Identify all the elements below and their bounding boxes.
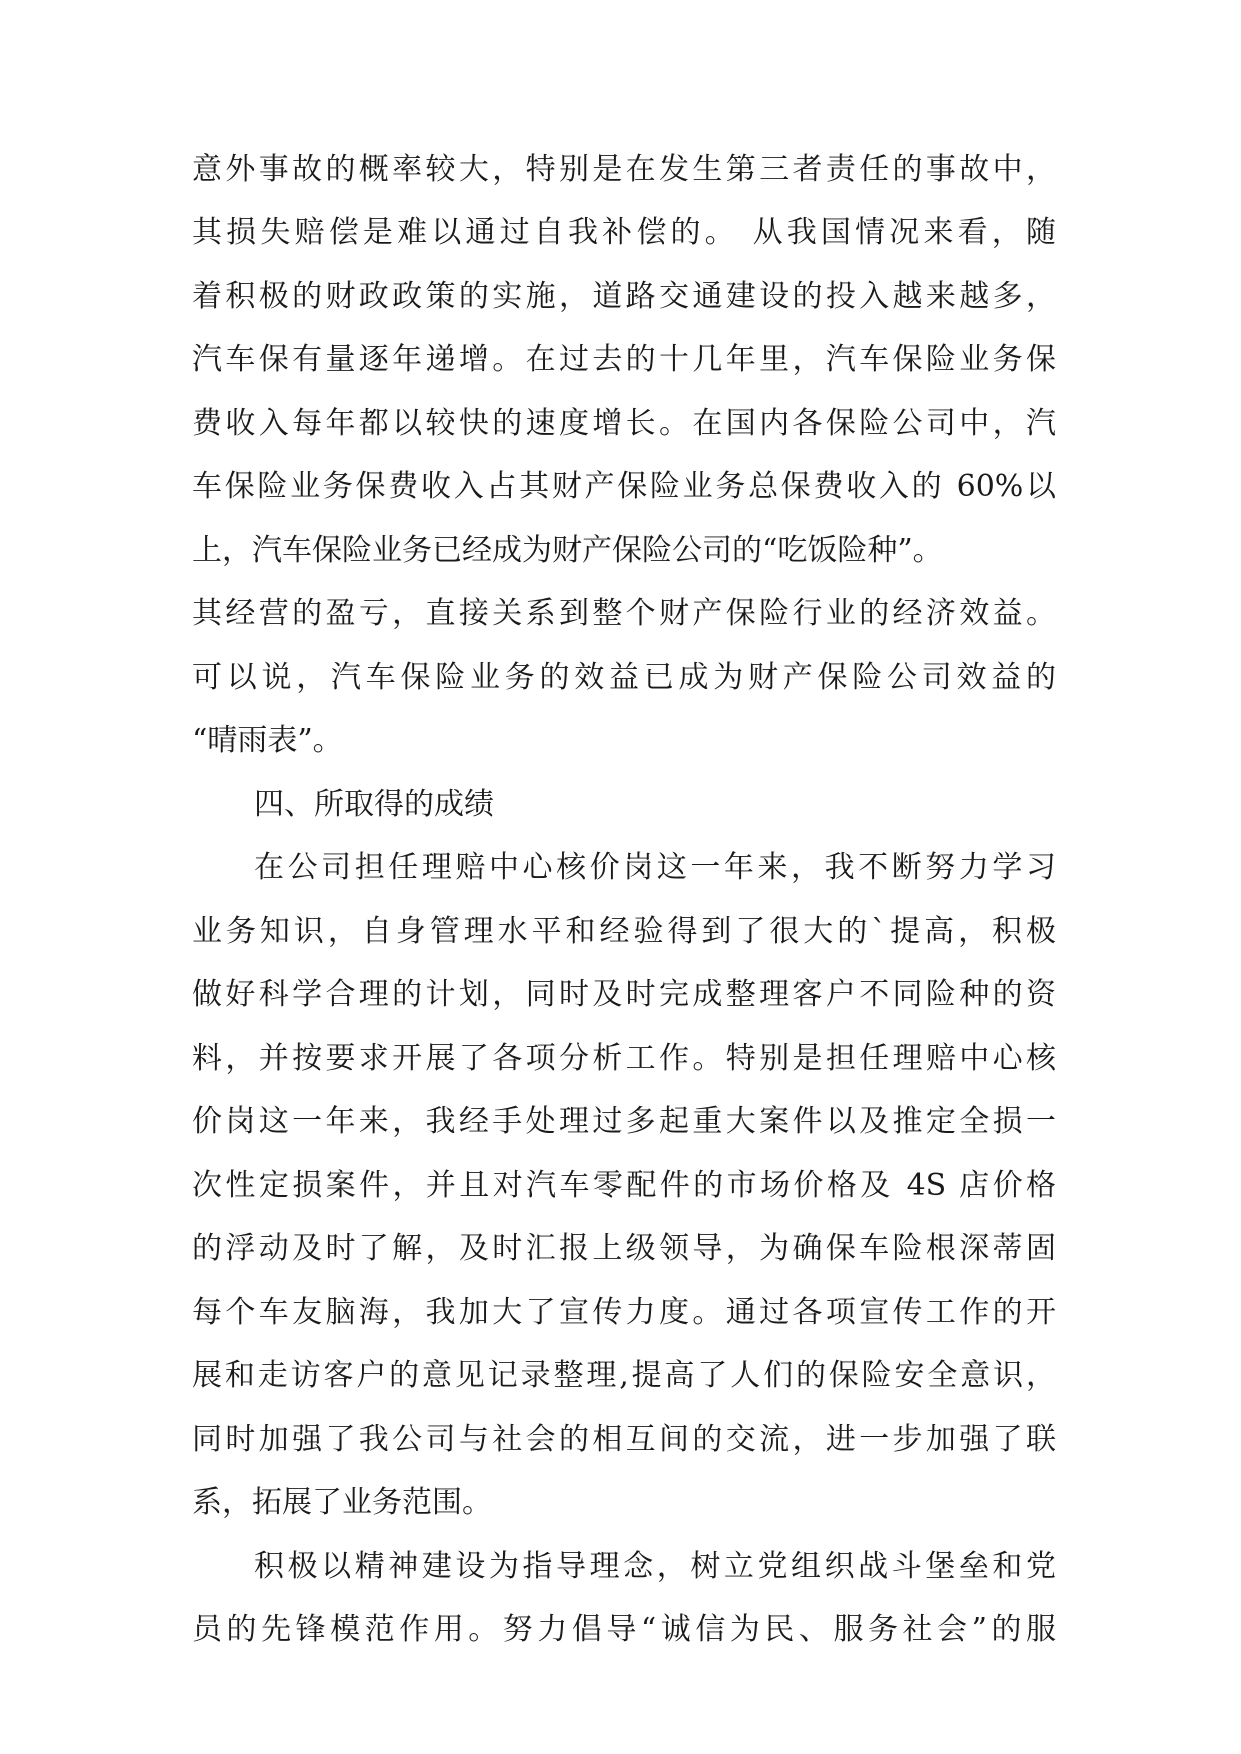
body-text-line: 同时加强了我公司与社会的相互间的交流，进一步加强了联	[192, 1422, 1056, 1457]
body-text-line: 其损失赔偿是难以通过自我补偿的。 从我国情况来看，随	[192, 215, 1056, 250]
body-text-line: 在公司担任理赔中心核价岗这一年来，我不断努力学习	[254, 850, 1056, 885]
body-text-line: 系，拓展了业务范围。	[192, 1485, 492, 1520]
body-text-line: 费收入每年都以较快的速度增长。在国内各保险公司中，汽	[192, 406, 1056, 441]
body-text-line: 次性定损案件，并且对汽车零配件的市场价格及 4S 店价格	[192, 1168, 1056, 1203]
section-heading: 四、所取得的成绩	[254, 787, 494, 822]
body-text-line: 积极以精神建设为指导理念，树立党组织战斗堡垒和党	[254, 1549, 1056, 1584]
body-text-line: 着积极的财政政策的实施，道路交通建设的投入越来越多，	[192, 279, 1056, 314]
body-text-line: 展和走访客户的意见记录整理,提高了人们的保险安全意识，	[192, 1358, 1056, 1393]
body-text-line: 其经营的盈亏，直接关系到整个财产保险行业的经济效益。	[192, 596, 1056, 631]
body-text-line: 每个车友脑海，我加大了宣传力度。通过各项宣传工作的开	[192, 1295, 1056, 1330]
body-text-line: 做好科学合理的计划，同时及时完成整理客户不同险种的资	[192, 977, 1056, 1012]
body-text-line: 上，汽车保险业务已经成为财产保险公司的“吃饭险种”。	[192, 533, 943, 568]
body-text-line: 员的先锋模范作用。努力倡导“诚信为民、服务社会”的服	[192, 1612, 1056, 1647]
body-text-line: 车保险业务保费收入占其财产保险业务总保费收入的 60%以	[192, 469, 1056, 504]
body-text-line: “晴雨表”。	[192, 723, 343, 758]
body-text-line: 料，并按要求开展了各项分析工作。特别是担任理赔中心核	[192, 1041, 1056, 1076]
body-text-line: 意外事故的概率较大，特别是在发生第三者责任的事故中，	[192, 152, 1056, 187]
body-text-line: 业务知识，自身管理水平和经验得到了很大的`提高，积极	[192, 914, 1056, 949]
body-text-line: 的浮动及时了解，及时汇报上级领导，为确保车险根深蒂固	[192, 1231, 1056, 1266]
body-text-line: 可以说，汽车保险业务的效益已成为财产保险公司效益的	[192, 660, 1056, 695]
body-text-line: 价岗这一年来，我经手处理过多起重大案件以及推定全损一	[192, 1104, 1056, 1139]
body-text-line: 汽车保有量逐年递增。在过去的十几年里，汽车保险业务保	[192, 342, 1056, 377]
